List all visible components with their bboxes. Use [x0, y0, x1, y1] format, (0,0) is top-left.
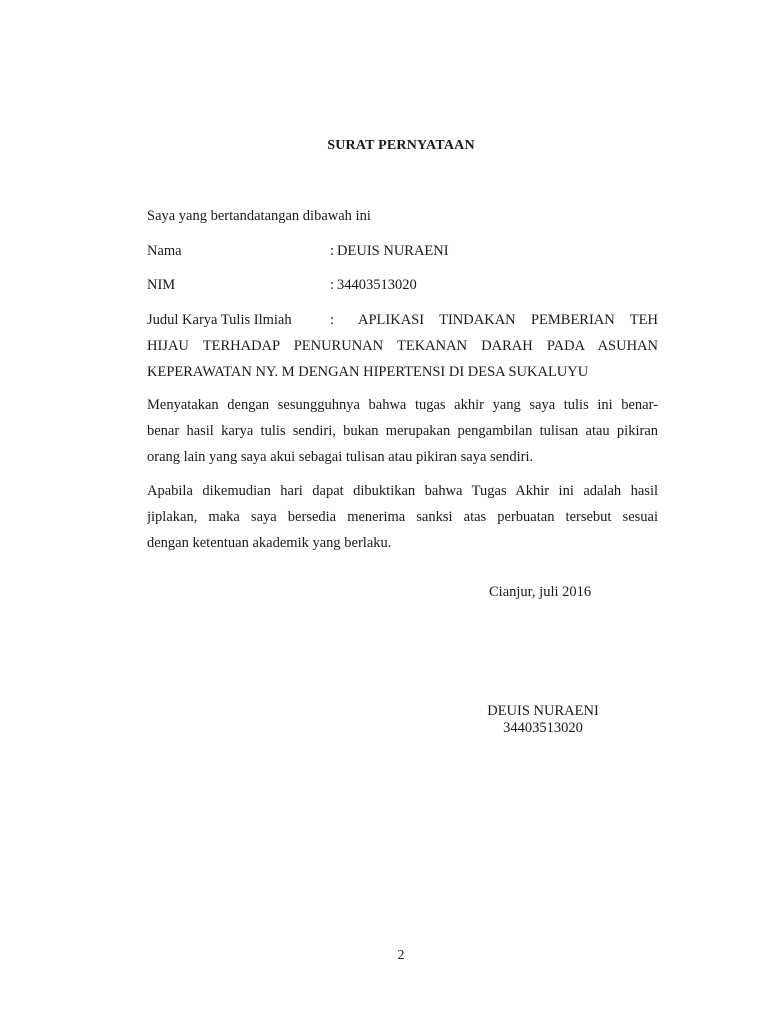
paragraph1-line2: benar hasil karya tulis sendiri, bukan merupakan pengambilan tulisan atau pikiran — [147, 423, 658, 439]
paragraph2-line2: jiplakan, maka saya bersedia menerima sanksi atas perbuatan tersebut sesuai — [147, 509, 658, 525]
nim-value: 34403513020 — [337, 277, 417, 293]
nama-separator: : — [330, 243, 335, 259]
judul-line1: APLIKASI TINDAKAN PEMBERIAN TEH — [358, 312, 658, 328]
judul-label: Judul Karya Tulis Ilmiah — [147, 312, 292, 328]
paragraph1-line3: orang lain yang saya akui sebagai tulisan atau pikiran saya sendiri. — [147, 449, 534, 465]
nama-value: DEUIS NURAENI — [337, 243, 449, 259]
paragraph2-line3: dengan ketentuan akademik yang berlaku. — [147, 535, 392, 551]
judul-separator: : — [330, 312, 335, 328]
nim-value-row — [330, 277, 417, 294]
nim-separator: : — [330, 277, 335, 293]
judul-line1-row — [330, 312, 658, 329]
place-date: Cianjur, juli 2016 — [489, 584, 592, 600]
document-title: SURAT PERNYATAAN — [327, 138, 475, 153]
nim-label: NIM — [147, 277, 176, 293]
judul-line2: HIJAU TERHADAP PENURUNAN TEKANAN DARAH PADA ASUHAN — [147, 338, 658, 354]
signature-name: DEUIS NURAENI — [487, 703, 599, 719]
nama-label: Nama — [147, 243, 182, 259]
signature-id: 34403513020 — [503, 720, 583, 736]
paragraph2-line1: Apabila dikemudian hari dapat dibuktikan bahwa Tugas Akhir ini adalah hasil — [147, 483, 658, 499]
paragraph1-line1: Menyatakan dengan sesungguhnya bahwa tugas akhir yang saya tulis ini benar- — [147, 397, 658, 413]
judul-line3: KEPERAWATAN NY. M DENGAN HIPERTENSI DI DESA SUKALUYU — [147, 364, 589, 380]
nama-value-row — [330, 243, 449, 260]
page-number: 2 — [397, 948, 405, 963]
intro-text: Saya yang bertandatangan dibawah ini — [147, 208, 371, 224]
